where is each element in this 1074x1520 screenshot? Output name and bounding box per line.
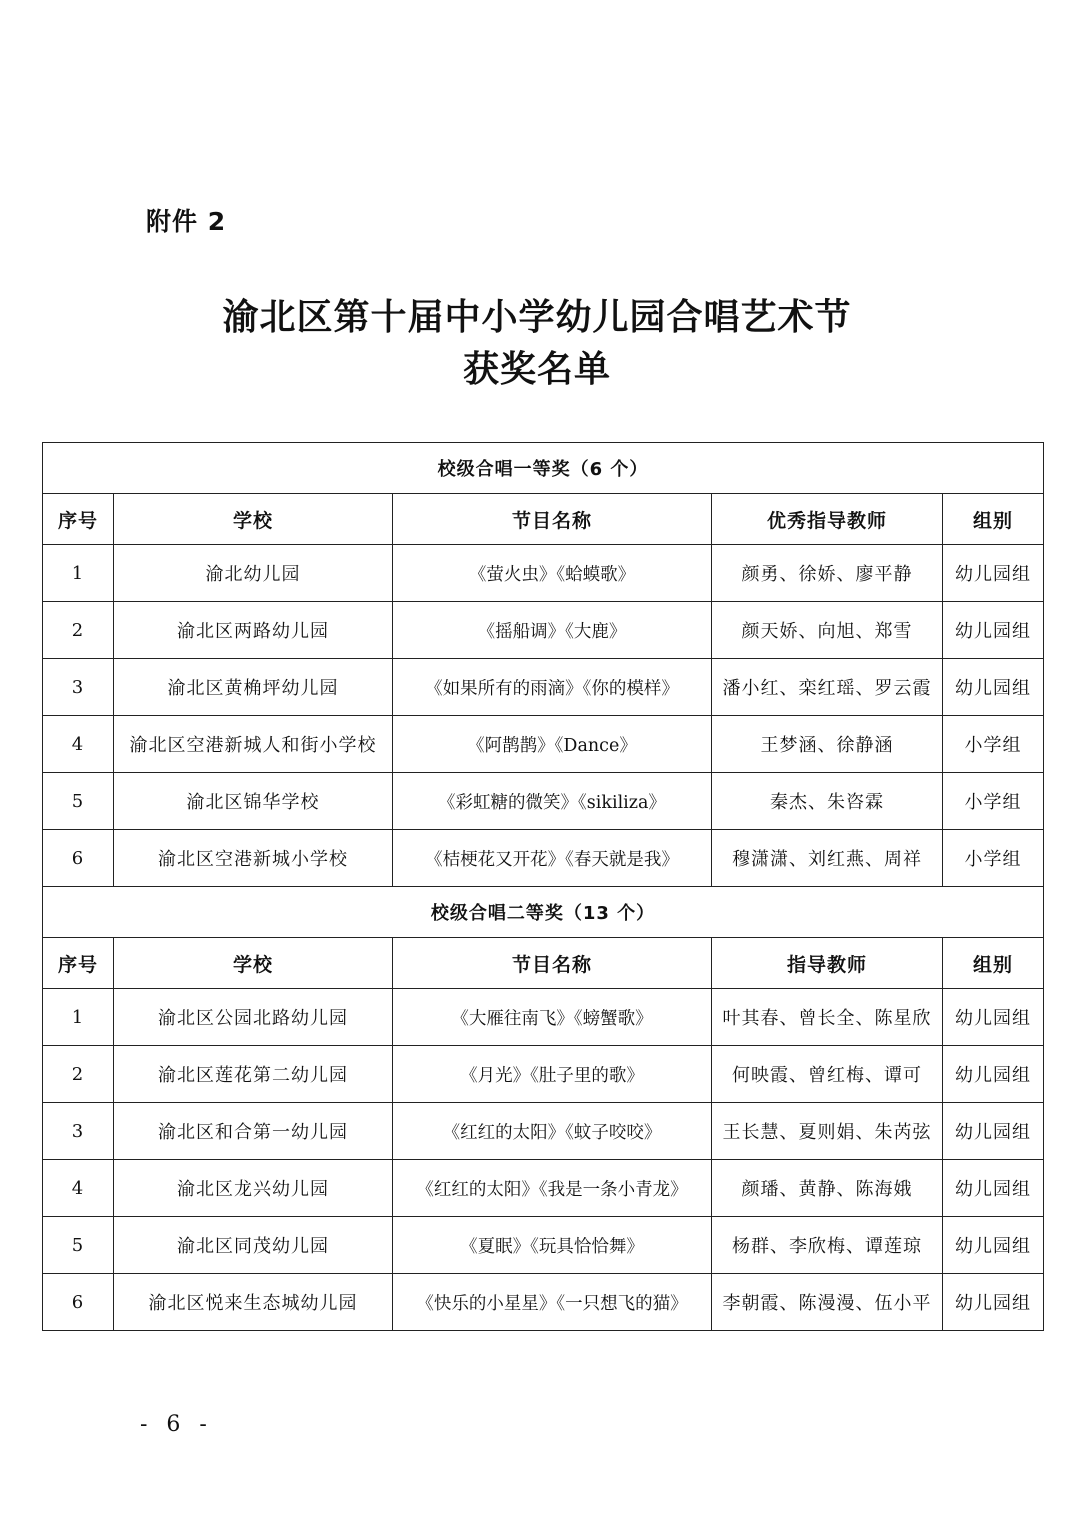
group-cell: 幼儿园组 (943, 1046, 1044, 1103)
column-header: 序号 (43, 938, 114, 989)
school-cell: 渝北区和合第一幼儿园 (114, 1103, 393, 1160)
serial-number-cell: 1 (43, 545, 114, 602)
program-cell: 《快乐的小星星》《一只想飞的猫》 (393, 1274, 712, 1331)
column-header: 指导教师 (712, 938, 943, 989)
group-cell: 幼儿园组 (943, 989, 1044, 1046)
group-cell: 小学组 (943, 773, 1044, 830)
serial-number-cell: 6 (43, 1274, 114, 1331)
table-header-row (43, 494, 1044, 545)
table-row (43, 602, 1044, 659)
award-section-row (43, 887, 1044, 938)
group-cell: 幼儿园组 (943, 545, 1044, 602)
teacher-cell: 潘小红、栾红瑶、罗云霞 (712, 659, 943, 716)
table-row (43, 773, 1044, 830)
group-cell: 幼儿园组 (943, 602, 1044, 659)
table-row (43, 716, 1044, 773)
document-subtitle: 获奖名单 (462, 348, 611, 390)
table-row (43, 1274, 1044, 1331)
program-cell: 《摇船调》《大鹿》 (393, 602, 712, 659)
serial-number-cell: 3 (43, 659, 114, 716)
award-section-heading: 校级合唱一等奖（6 个） (43, 443, 1044, 494)
award-section-row (43, 443, 1044, 494)
school-cell: 渝北区黄桷坪幼儿园 (114, 659, 393, 716)
award-table (42, 442, 1044, 1331)
column-header: 优秀指导教师 (712, 494, 943, 545)
serial-number-cell: 6 (43, 830, 114, 887)
program-cell: 《阿鹊鹊》《Dance》 (393, 716, 712, 773)
serial-number-cell: 4 (43, 716, 114, 773)
column-header: 组别 (943, 938, 1044, 989)
teacher-cell: 颜勇、徐娇、廖平静 (712, 545, 943, 602)
teacher-cell: 颜璠、黄静、陈海娥 (712, 1160, 943, 1217)
program-cell: 《红红的太阳》《我是一条小青龙》 (393, 1160, 712, 1217)
school-cell: 渝北区两路幼儿园 (114, 602, 393, 659)
column-header: 序号 (43, 494, 114, 545)
serial-number-cell: 4 (43, 1160, 114, 1217)
program-cell: 《彩虹糖的微笑》《sikiliza》 (393, 773, 712, 830)
table-row (43, 1046, 1044, 1103)
table-row (43, 830, 1044, 887)
program-cell: 《夏眠》《玩具恰恰舞》 (393, 1217, 712, 1274)
serial-number-cell: 2 (43, 1046, 114, 1103)
school-cell: 渝北区同茂幼儿园 (114, 1217, 393, 1274)
school-cell: 渝北幼儿园 (114, 545, 393, 602)
program-cell: 《萤火虫》《蛤蟆歌》 (393, 545, 712, 602)
school-cell: 渝北区空港新城人和街小学校 (114, 716, 393, 773)
teacher-cell: 颜天娇、向旭、郑雪 (712, 602, 943, 659)
group-cell: 幼儿园组 (943, 659, 1044, 716)
program-cell: 《大雁往南飞》《螃蟹歌》 (393, 989, 712, 1046)
column-header: 组别 (943, 494, 1044, 545)
table-header-row (43, 938, 1044, 989)
teacher-cell: 秦杰、朱咨霖 (712, 773, 943, 830)
page-number: - 6 - (140, 1412, 213, 1437)
school-cell: 渝北区龙兴幼儿园 (114, 1160, 393, 1217)
award-section-heading: 校级合唱二等奖（13 个） (43, 887, 1044, 938)
column-header: 学校 (114, 938, 393, 989)
teacher-cell: 李朝霞、陈漫漫、伍小平 (712, 1274, 943, 1331)
teacher-cell: 叶其春、曾长全、陈星欣 (712, 989, 943, 1046)
program-cell: 《桔梗花又开花》《春天就是我》 (393, 830, 712, 887)
serial-number-cell: 5 (43, 1217, 114, 1274)
school-cell: 渝北区空港新城小学校 (114, 830, 393, 887)
teacher-cell: 王长慧、夏则娟、朱芮弦 (712, 1103, 943, 1160)
program-cell: 《如果所有的雨滴》《你的模样》 (393, 659, 712, 716)
teacher-cell: 杨群、李欣梅、谭莲琼 (712, 1217, 943, 1274)
teacher-cell: 穆潇潇、刘红燕、周祥 (712, 830, 943, 887)
table-row (43, 545, 1044, 602)
table-row (43, 1160, 1044, 1217)
serial-number-cell: 5 (43, 773, 114, 830)
group-cell: 小学组 (943, 716, 1044, 773)
table-row (43, 989, 1044, 1046)
attachment-label: 附件 2 (146, 207, 227, 236)
school-cell: 渝北区悦来生态城幼儿园 (114, 1274, 393, 1331)
school-cell: 渝北区锦华学校 (114, 773, 393, 830)
column-header: 学校 (114, 494, 393, 545)
program-cell: 《红红的太阳》《蚊子咬咬》 (393, 1103, 712, 1160)
document-title: 渝北区第十届中小学幼儿园合唱艺术节 (222, 296, 852, 338)
serial-number-cell: 2 (43, 602, 114, 659)
serial-number-cell: 3 (43, 1103, 114, 1160)
group-cell: 幼儿园组 (943, 1274, 1044, 1331)
group-cell: 幼儿园组 (943, 1160, 1044, 1217)
teacher-cell: 王梦涵、徐静涵 (712, 716, 943, 773)
column-header: 节目名称 (393, 938, 712, 989)
serial-number-cell: 1 (43, 989, 114, 1046)
group-cell: 幼儿园组 (943, 1103, 1044, 1160)
group-cell: 幼儿园组 (943, 1217, 1044, 1274)
table-row (43, 1103, 1044, 1160)
school-cell: 渝北区公园北路幼儿园 (114, 989, 393, 1046)
column-header: 节目名称 (393, 494, 712, 545)
table-row (43, 1217, 1044, 1274)
school-cell: 渝北区莲花第二幼儿园 (114, 1046, 393, 1103)
program-cell: 《月光》《肚子里的歌》 (393, 1046, 712, 1103)
group-cell: 小学组 (943, 830, 1044, 887)
teacher-cell: 何映霞、曾红梅、谭可 (712, 1046, 943, 1103)
table-row (43, 659, 1044, 716)
